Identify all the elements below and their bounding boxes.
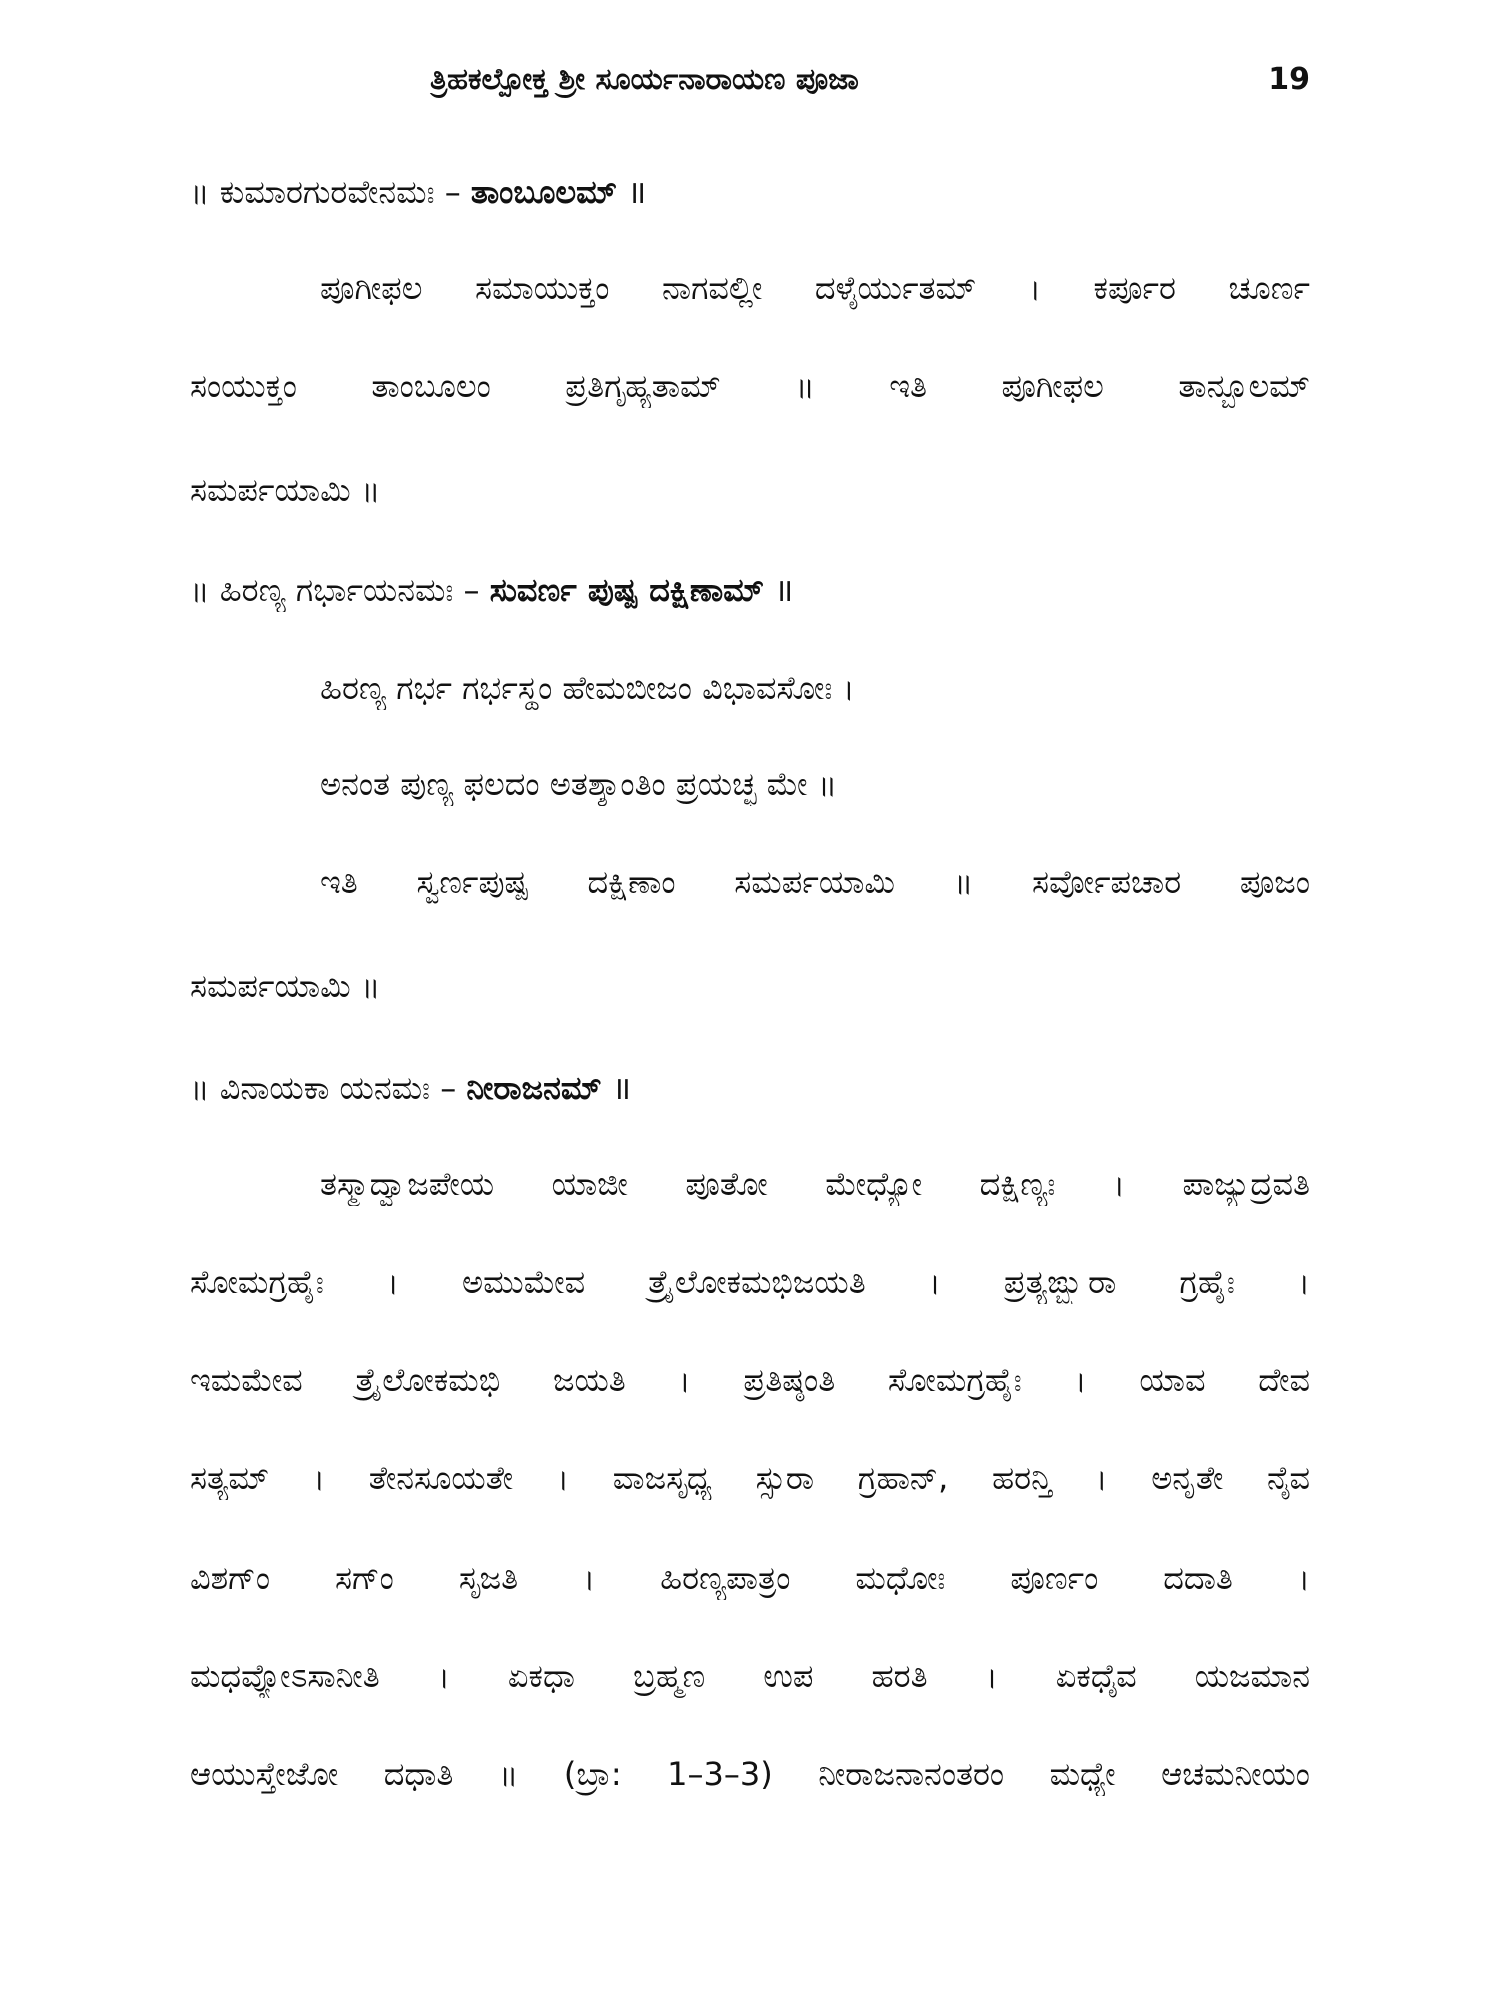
section-heading-suvarna-pushpa: [190, 568, 1310, 612]
verse-line: ಸಂಯುಕ್ತಂ ತಾಂಬೂಲಂ ಪ್ರತಿಗೃಹ್ಯತಾಮ್ ॥ ಇತಿ ಪೂಗೀಫಲ ತಾನ್ಬೂಲಮ್: [190, 367, 1310, 405]
verse-line: ಇತಿ ಸ್ವರ್ಣಪುಷ್ಪ ದಕ್ಷಿಣಾಂ ಸಮರ್ಪಯಾಮಿ ॥ ಸರ್ವೋಪಚಾರ ಪೂಜಂ: [320, 863, 1310, 901]
verse-line: ಇಮಮೇವ ತ್ರೈಲೋಕಮಭಿ ಜಯತಿ । ಪ್ರತಿಷ್ಠಂತಿ ಸೋಮಗ್ರಹೈಃ । ಯಾವ ದೇವ: [190, 1361, 1310, 1399]
verse-line: ಆಯುಸ್ತೇಜೋ ದಧಾತಿ ॥ (ಬ್ರಾ: 1–3–3) ನೀರಾಜನಾನಂತರಂ ಮಧ್ಯೇ ಆಚಮನೀಯಂ: [190, 1755, 1310, 1793]
page-number: 19: [1268, 62, 1310, 97]
verse-line: ಮಧವ್ಯೋಽಸಾನೀತಿ । ಏಕಧಾ ಬ್ರಹ್ಮಣ ಉಪ ಹರತಿ । ಏಕಧೈವ ಯಜಮಾನ: [190, 1657, 1310, 1695]
heading-prefix: ॥ ಕುಮಾರಗುರವೇನಮಃ –: [190, 173, 461, 211]
heading-suffix: ॥: [627, 173, 647, 211]
section-heading-nirajanam: [190, 1066, 1310, 1110]
heading-suffix: ॥: [774, 571, 794, 609]
page-header: [190, 62, 1310, 112]
verse-line: ಸತ್ಯಮ್ । ತೇನಸೂಯತೇ । ವಾಜಸೃಧ್ಯ ಸ್ಸುರಾ ಗ್ರಹಾನ್, ಹರನ್ತಿ । ಅನೃತೇ ನೈವ: [190, 1459, 1310, 1497]
verse-line: ಸಮರ್ಪಯಾಮಿ ॥: [190, 967, 381, 1005]
heading-title: ತಾಂಬೂಲಮ್: [470, 173, 617, 211]
heading-title: ಸುವರ್ಣ ಪುಷ್ಪ ದಕ್ಷಿಣಾಮ್: [489, 571, 764, 609]
running-title: ತ್ರಿಹಕಲ್ಪೋಕ್ತ ಶ್ರೀ ಸೂರ್ಯನಾರಾಯಣ ಪೂಜಾ: [430, 62, 859, 97]
verse-line: ಪೂಗೀಫಲ ಸಮಾಯುಕ್ತಂ ನಾಗವಲ್ಲೀ ದಳೈರ್ಯುತಮ್ । ಕರ್ಪೂರ ಚೂರ್ಣ: [320, 269, 1310, 307]
verse-line: ಹಿರಣ್ಯ ಗರ್ಭ ಗರ್ಭಸ್ಥಂ ಹೇಮಬೀಜಂ ವಿಭಾವಸೋಃ ।: [320, 669, 855, 707]
heading-title: ನೀರಾಜನಮ್: [466, 1069, 602, 1107]
verse-line: ಅನಂತ ಪುಣ್ಯ ಫಲದಂ ಅತಶ್ಶಾಂತಿಂ ಪ್ರಯಚ್ಛ ಮೇ ॥: [320, 765, 838, 803]
verse-line: ತಸ್ಮಾದ್ವಾಜಪೇಯ ಯಾಜೀ ಪೂತೋ ಮೇಧ್ಯೋ ದಕ್ಷಿಣ್ಯಃ । ಪಾಜ್ಯುದ್ರವತಿ: [320, 1165, 1310, 1203]
heading-prefix: ॥ ವಿನಾಯಕಾ ಯನಮಃ –: [190, 1069, 457, 1107]
verse-line: ಸೋಮಗ್ರಹೈಃ । ಅಮುಮೇವ ತ್ರೈಲೋಕಮಭಿಜಯತಿ । ಪ್ರತ್ಯಙ್ಭ್ಸುರಾ ಗ್ರಹೈಃ ।: [190, 1263, 1310, 1301]
heading-suffix: ॥: [611, 1069, 632, 1107]
verse-line: ಸಮರ್ಪಯಾಮಿ ॥: [190, 471, 381, 509]
heading-prefix: ॥ ಹಿರಣ್ಯ ಗರ್ಭಾಯನಮಃ –: [190, 571, 480, 609]
verse-line: ವಿಶಗ್ಂ ಸಗ್ಂ ಸೃಜತಿ । ಹಿರಣ್ಯಪಾತ್ರಂ ಮಧೋಃ ಪೂರ್ಣಂ ದದಾತಿ ।: [190, 1559, 1310, 1597]
section-heading-tambulam: [190, 170, 1310, 214]
